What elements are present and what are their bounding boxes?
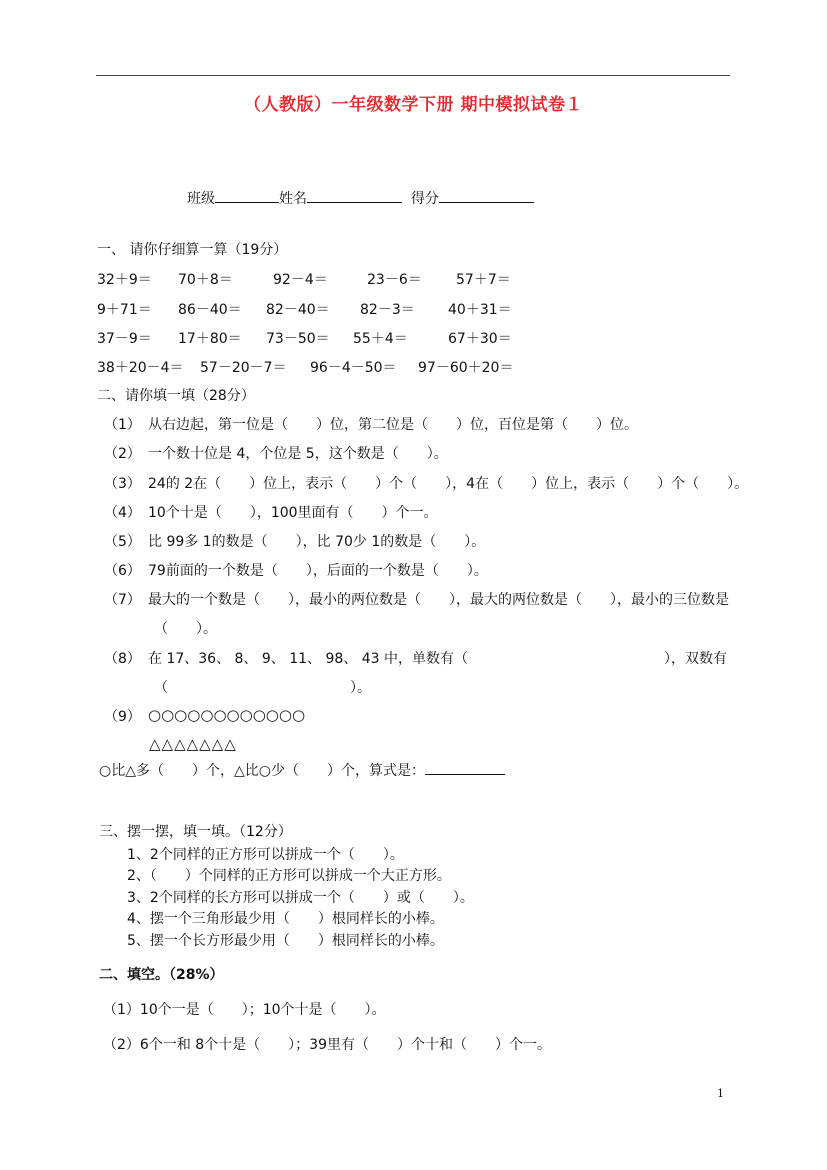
calc-item: 37－9＝ — [97, 331, 152, 347]
section1-heading: 一、 请你仔细算一算（19分） — [97, 242, 288, 258]
header-rule — [96, 75, 730, 76]
calc-item: 86－40＝ — [178, 302, 242, 318]
question-7-continuation: （ ）。 — [154, 621, 217, 637]
calc-item: 9＋71＝ — [97, 302, 152, 318]
page-number: 1 — [717, 1087, 724, 1100]
section4-heading: 二、填空。（28%） — [99, 967, 224, 983]
calc-item: 73－50＝ — [266, 331, 330, 347]
calc-item: 67＋30＝ — [448, 331, 512, 347]
calc-item: 40＋31＝ — [448, 302, 512, 318]
calc-item: 23－6＝ — [367, 272, 422, 288]
question-number: （3） — [104, 476, 141, 492]
calc-item: 96－4－50＝ — [310, 360, 397, 376]
question-number: （8） — [104, 651, 141, 667]
question-text: 一个数十位是 4，个位是 5，这个数是（ ）。 — [148, 446, 448, 462]
calc-item: 17＋80＝ — [178, 331, 242, 347]
name-label: 姓名 — [279, 191, 307, 207]
score-blank[interactable] — [439, 187, 534, 203]
page-title: （人教版）一年级数学下册 期中模拟试卷１ — [244, 95, 583, 115]
arrange-item-2: 2、（ ）个同样的正方形可以拼成一个大正方形。 — [127, 868, 451, 884]
arrange-item-4: 4、摆一个三角形最少用（ ）根同样长的小棒。 — [127, 911, 444, 927]
triangles-row: △△△△△△△ — [149, 735, 237, 753]
arrange-item-3: 3、2个同样的长方形可以拼成一个（ ）或（ ）。 — [127, 890, 474, 906]
calc-item: 82－3＝ — [360, 302, 415, 318]
calc-item: 97－60＋20＝ — [418, 360, 514, 376]
question-text: 最大的一个数是（ ），最小的两位数是（ ），最大的两位数是（ ），最小的三位数是 — [148, 592, 729, 608]
question-8-continuation: （ ）。 — [154, 680, 371, 696]
calc-item: 70＋8＝ — [178, 272, 233, 288]
calc-item: 32＋9＝ — [97, 272, 152, 288]
formula-blank[interactable] — [425, 760, 505, 775]
student-info-line — [187, 187, 534, 208]
question-text: 从右边起，第一位是（ ）位，第二位是（ ）位，百位是第（ ）位。 — [148, 417, 638, 433]
calc-item: 57－20－7＝ — [200, 360, 287, 376]
calc-item: 38＋20－4＝ — [97, 360, 184, 376]
calc-item: 55＋4＝ — [353, 331, 408, 347]
fill-blank-1: （1）10个一是（ ）；10个十是（ ）。 — [103, 1002, 386, 1018]
question-text: 24的 2在（ ）位上，表示（ ）个（ ），4在（ ）位上，表示（ ）个（ ）。 — [148, 476, 749, 492]
question-number: （4） — [104, 505, 141, 521]
score-label: 得分 — [410, 191, 439, 207]
calc-item: 57＋7＝ — [456, 272, 511, 288]
section3-heading: 三、摆一摆，填一填。（12分） — [99, 824, 292, 840]
question-text: 79前面的一个数是（ ），后面的一个数是（ ）。 — [148, 563, 488, 579]
question-number: （9） — [104, 709, 141, 725]
section2-heading: 二、请你填一填（28分） — [97, 388, 255, 404]
calc-item: 82－40＝ — [266, 302, 330, 318]
question-number: （6） — [104, 563, 141, 579]
question-text: 比 99多 1的数是（ ），比 70少 1的数是（ ）。 — [148, 534, 486, 550]
calc-item: 92－4＝ — [273, 272, 328, 288]
compare-question — [99, 760, 505, 780]
question-number: （5） — [104, 534, 141, 550]
fill-blank-2: （2）6个一和 8个十是（ ）；39里有（ ）个十和（ ）个一。 — [103, 1037, 551, 1053]
question-number: （7） — [104, 592, 141, 608]
circles-row: ○○○○○○○○○○○○ — [148, 706, 306, 724]
question-text: 在 17、36、 8、 9、 11、 98、 43 中，单数有（ ），双数有 — [148, 651, 728, 667]
question-number: （2） — [104, 446, 141, 462]
class-label: 班级 — [187, 191, 215, 207]
class-blank[interactable] — [215, 187, 279, 203]
name-blank[interactable] — [307, 187, 402, 203]
question-number: （1） — [104, 417, 141, 433]
arrange-item-5: 5、摆一个长方形最少用（ ）根同样长的小棒。 — [127, 933, 444, 949]
compare-text: ○比△多（ ）个，△比○少（ ）个，算式是： — [99, 763, 425, 779]
question-text: 10个十是（ ），100里面有（ ）个一。 — [148, 505, 438, 521]
arrange-item-1: 1、2个同样的正方形可以拼成一个（ ）。 — [127, 847, 404, 863]
